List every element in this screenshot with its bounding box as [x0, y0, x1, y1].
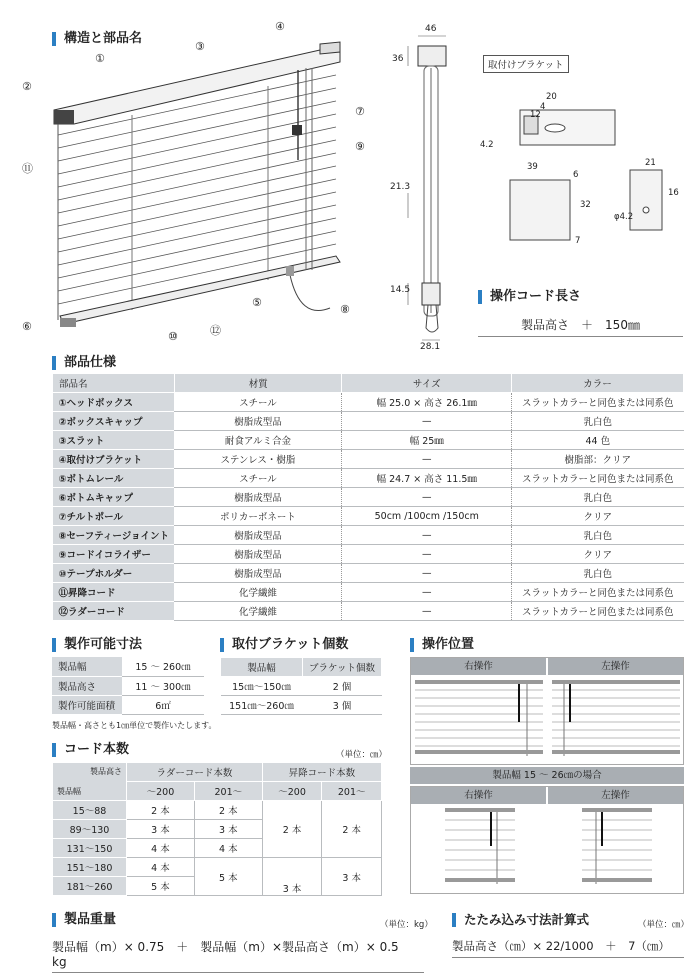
op-narrow-label: 製品幅 15 ～ 26㎝の場合: [410, 767, 684, 784]
spec-part: ⑪昇降コード: [53, 583, 175, 602]
dim-d: 4.2: [480, 140, 494, 150]
dim-f: 6: [573, 170, 579, 180]
size-value: 6㎡: [122, 695, 204, 714]
cord-cell: 2 本: [322, 801, 382, 858]
cord-cell: 5 本: [127, 877, 195, 896]
spec-cell: 樹脂成型品: [174, 488, 341, 507]
spec-cell: 幅 25㎜: [342, 431, 512, 450]
spec-cell: 樹脂成型品: [174, 564, 341, 583]
spec-part: ③スラット: [53, 431, 175, 450]
cord-unit: （単位：㎝）: [336, 750, 388, 760]
callout-1: ①: [95, 52, 105, 65]
spec-cell: —: [342, 602, 512, 621]
section-title-spec: 部品仕様: [52, 356, 116, 370]
dim-b: 4: [540, 102, 546, 112]
fold-unit: （単位：㎝）: [638, 920, 690, 930]
spec-cell: スラットカラーと同色または同系色: [512, 602, 684, 621]
table-row: [53, 469, 684, 488]
spec-cell: 化学繊維: [174, 583, 341, 602]
dim-a: 20: [546, 92, 557, 102]
op-right-label: 右操作: [411, 658, 546, 675]
bracket-cell: 15㎝～150㎝: [221, 677, 303, 696]
callout-12: ⑫: [210, 324, 221, 337]
op-right-label-narrow: 右操作: [411, 787, 546, 804]
dim-j: 16: [668, 188, 679, 198]
dim-bot: 14.5: [390, 285, 411, 295]
cord-cell: 3 本: [127, 820, 195, 839]
bracket-label: 取付けブラケット: [483, 55, 569, 73]
bracket-header: ブラケット個数: [303, 658, 382, 677]
section-title-cord-length: 操作コード長さ: [478, 290, 581, 304]
cord-cell: 3 本: [322, 858, 382, 896]
spec-cell: 44 色: [512, 431, 684, 450]
spec-part: ①ヘッドボックス: [53, 393, 175, 412]
callout-7: ⑦: [355, 105, 365, 118]
bracket-header: 製品幅: [221, 658, 303, 677]
dim-h1: 36: [392, 54, 404, 64]
spec-cell: 幅 24.7 × 高さ 11.5㎜: [342, 469, 512, 488]
section-title-fold: たたみ込み寸法計算式: [452, 913, 589, 927]
cord-cell: 4 本: [127, 839, 195, 858]
cord-width: 181～260: [53, 877, 127, 896]
table-row: [52, 695, 204, 714]
bracket-cell: 151㎝～260㎝: [221, 696, 303, 715]
spec-header: サイズ: [342, 374, 512, 393]
spec-cell: 乳白色: [512, 526, 684, 545]
spec-cell: 樹脂部：クリア: [512, 450, 684, 469]
dim-i: 21: [645, 158, 656, 168]
cord-cell: 3 本: [262, 858, 322, 896]
cord-width: 151～180: [53, 858, 127, 877]
cord-group-lift: 昇降コード本数: [262, 763, 381, 782]
cord-group-ladder: ラダーコード本数: [127, 763, 263, 782]
blind-structure-diagram: [40, 40, 385, 340]
bracket-diagram: [480, 80, 690, 245]
spec-part: ⑤ボトムレール: [53, 469, 175, 488]
dim-top: 46: [425, 24, 437, 34]
section-title-bracket-count: 取付ブラケット個数: [220, 638, 348, 652]
callout-6: ⑥: [22, 320, 32, 333]
callout-4: ④: [275, 20, 285, 33]
table-row: [53, 488, 684, 507]
table-row: [52, 657, 204, 676]
spec-part: ⑧セーフティージョイント: [53, 526, 175, 545]
size-table: [52, 657, 204, 715]
spec-cell: 耐食アルミ合金: [174, 431, 341, 450]
cord-width: 15～88: [53, 801, 127, 820]
callout-10: ⑩: [168, 330, 178, 343]
spec-cell: 乳白色: [512, 412, 684, 431]
table-row: [221, 677, 382, 696]
table-row: [53, 393, 684, 412]
table-row: [221, 696, 382, 715]
spec-cell: ポリカーボネート: [174, 507, 341, 526]
spec-cell: 乳白色: [512, 564, 684, 583]
size-label: 製品高さ: [52, 676, 122, 695]
callout-2: ②: [22, 80, 32, 93]
callout-5: ⑤: [252, 296, 262, 309]
table-row: [53, 602, 684, 621]
spec-cell: —: [342, 583, 512, 602]
dim-g: 32: [580, 200, 591, 210]
bracket-cell: 2 個: [303, 677, 382, 696]
cord-sub: ～200: [127, 782, 195, 801]
size-value: 15 ～ 260㎝: [122, 657, 204, 676]
spec-header: 材質: [174, 374, 341, 393]
spec-header: カラー: [512, 374, 684, 393]
spec-cell: スラットカラーと同色または同系色: [512, 393, 684, 412]
table-row: [53, 450, 684, 469]
cord-cell: 5 本: [194, 858, 262, 896]
cord-cell: 4 本: [194, 839, 262, 858]
cord-sub: 201～: [194, 782, 262, 801]
cord-sub: ～200: [262, 782, 322, 801]
fold-formula: 製品高さ（㎝）× 22/1000 ＋ 7（㎝）: [452, 938, 684, 958]
size-note: 製品幅・高さとも1㎝単位で製作いたします。: [52, 721, 217, 730]
spec-cell: スチール: [174, 393, 341, 412]
table-row: [53, 545, 684, 564]
spec-cell: —: [342, 564, 512, 583]
spec-cell: 樹脂成型品: [174, 412, 341, 431]
bracket-table: [220, 657, 382, 715]
spec-cell: 樹脂成型品: [174, 545, 341, 564]
cord-cell: 2 本: [262, 801, 322, 858]
table-row: [53, 431, 684, 450]
spec-part: ④取付けブラケット: [53, 450, 175, 469]
weight-formula: 製品幅（m）× 0.75 ＋ 製品幅（m）×製品高さ（m）× 0.5 kg: [52, 938, 424, 973]
cord-width: 131～150: [53, 839, 127, 858]
spec-table: [52, 373, 684, 621]
callout-3: ③: [195, 40, 205, 53]
spec-part: ⑫ラダーコード: [53, 602, 175, 621]
weight-unit: （単位：kg）: [380, 920, 433, 930]
section-title-cord-count: コード本数: [52, 743, 129, 757]
spec-part: ⑨コードイコライザー: [53, 545, 175, 564]
dim-h: 7: [575, 236, 581, 246]
cord-corner-top: 製品高さ: [90, 767, 122, 776]
table-row: [53, 763, 382, 782]
size-label: 製作可能面積: [52, 695, 122, 714]
cord-cell: 2 本: [194, 801, 262, 820]
table-row: [53, 507, 684, 526]
spec-cell: ステンレス・樹脂: [174, 450, 341, 469]
op-left-illustration: [552, 678, 680, 762]
spec-cell: —: [342, 545, 512, 564]
spec-cell: —: [342, 412, 512, 431]
op-left-label: 左操作: [548, 658, 683, 675]
spec-part: ⑦チルトポール: [53, 507, 175, 526]
table-row: [53, 583, 684, 602]
spec-cell: クリア: [512, 507, 684, 526]
spec-part: ②ボックスキャップ: [53, 412, 175, 431]
spec-cell: 幅 25.0 × 高さ 26.1㎜: [342, 393, 512, 412]
table-row: [53, 858, 382, 877]
dim-e: 39: [527, 162, 538, 172]
spec-cell: 化学繊維: [174, 602, 341, 621]
dim-c: 12: [530, 110, 541, 120]
callout-9: ⑨: [355, 140, 365, 153]
cord-length-formula: 製品高さ ＋ 150㎜: [478, 316, 683, 337]
callout-11: ⑪: [22, 162, 33, 175]
spec-header-row: [53, 374, 684, 393]
section-title-structure: 構造と部品名: [52, 32, 142, 46]
dim-mid: 21.3: [390, 182, 411, 192]
spec-header: 部品名: [53, 374, 175, 393]
spec-cell: 樹脂成型品: [174, 526, 341, 545]
section-title-weight: 製品重量: [52, 913, 116, 927]
size-label: 製品幅: [52, 657, 122, 676]
cord-width: 89～130: [53, 820, 127, 839]
spec-cell: クリア: [512, 545, 684, 564]
spec-part: ⑩テープホルダー: [53, 564, 175, 583]
dim-k: φ4.2: [614, 212, 634, 222]
spec-cell: —: [342, 526, 512, 545]
op-left-label-narrow: 左操作: [548, 787, 683, 804]
cord-sub: 201～: [322, 782, 382, 801]
spec-cell: —: [342, 450, 512, 469]
table-row: [52, 676, 204, 695]
section-title-size: 製作可能寸法: [52, 638, 142, 652]
table-row: [53, 801, 382, 820]
cord-corner-bottom: 製品幅: [57, 787, 81, 796]
cord-cell: 4 本: [127, 858, 195, 877]
section-title-op-position: 操作位置: [410, 638, 474, 652]
dim-base: 28.1: [420, 342, 441, 352]
size-value: 11 ～ 300㎝: [122, 676, 204, 695]
spec-cell: 50cm /100cm /150cm: [342, 507, 512, 526]
cord-cell: 3 本: [194, 820, 262, 839]
cord-corner: [53, 763, 127, 801]
spec-part: ⑥ボトムキャップ: [53, 488, 175, 507]
op-left-narrow-illustration: [582, 806, 652, 890]
spec-cell: スラットカラーと同色または同系色: [512, 469, 684, 488]
table-row: [53, 526, 684, 545]
op-right-narrow-illustration: [445, 806, 515, 890]
spec-cell: —: [342, 488, 512, 507]
cord-cell: 2 本: [127, 801, 195, 820]
table-row: [221, 658, 382, 677]
table-row: [53, 564, 684, 583]
table-row: [53, 412, 684, 431]
bracket-cell: 3 個: [303, 696, 382, 715]
spec-cell: 乳白色: [512, 488, 684, 507]
spec-cell: スラットカラーと同色または同系色: [512, 583, 684, 602]
callout-8: ⑧: [340, 303, 350, 316]
op-right-illustration: [415, 678, 543, 762]
spec-cell: スチール: [174, 469, 341, 488]
cord-table: [52, 762, 382, 896]
